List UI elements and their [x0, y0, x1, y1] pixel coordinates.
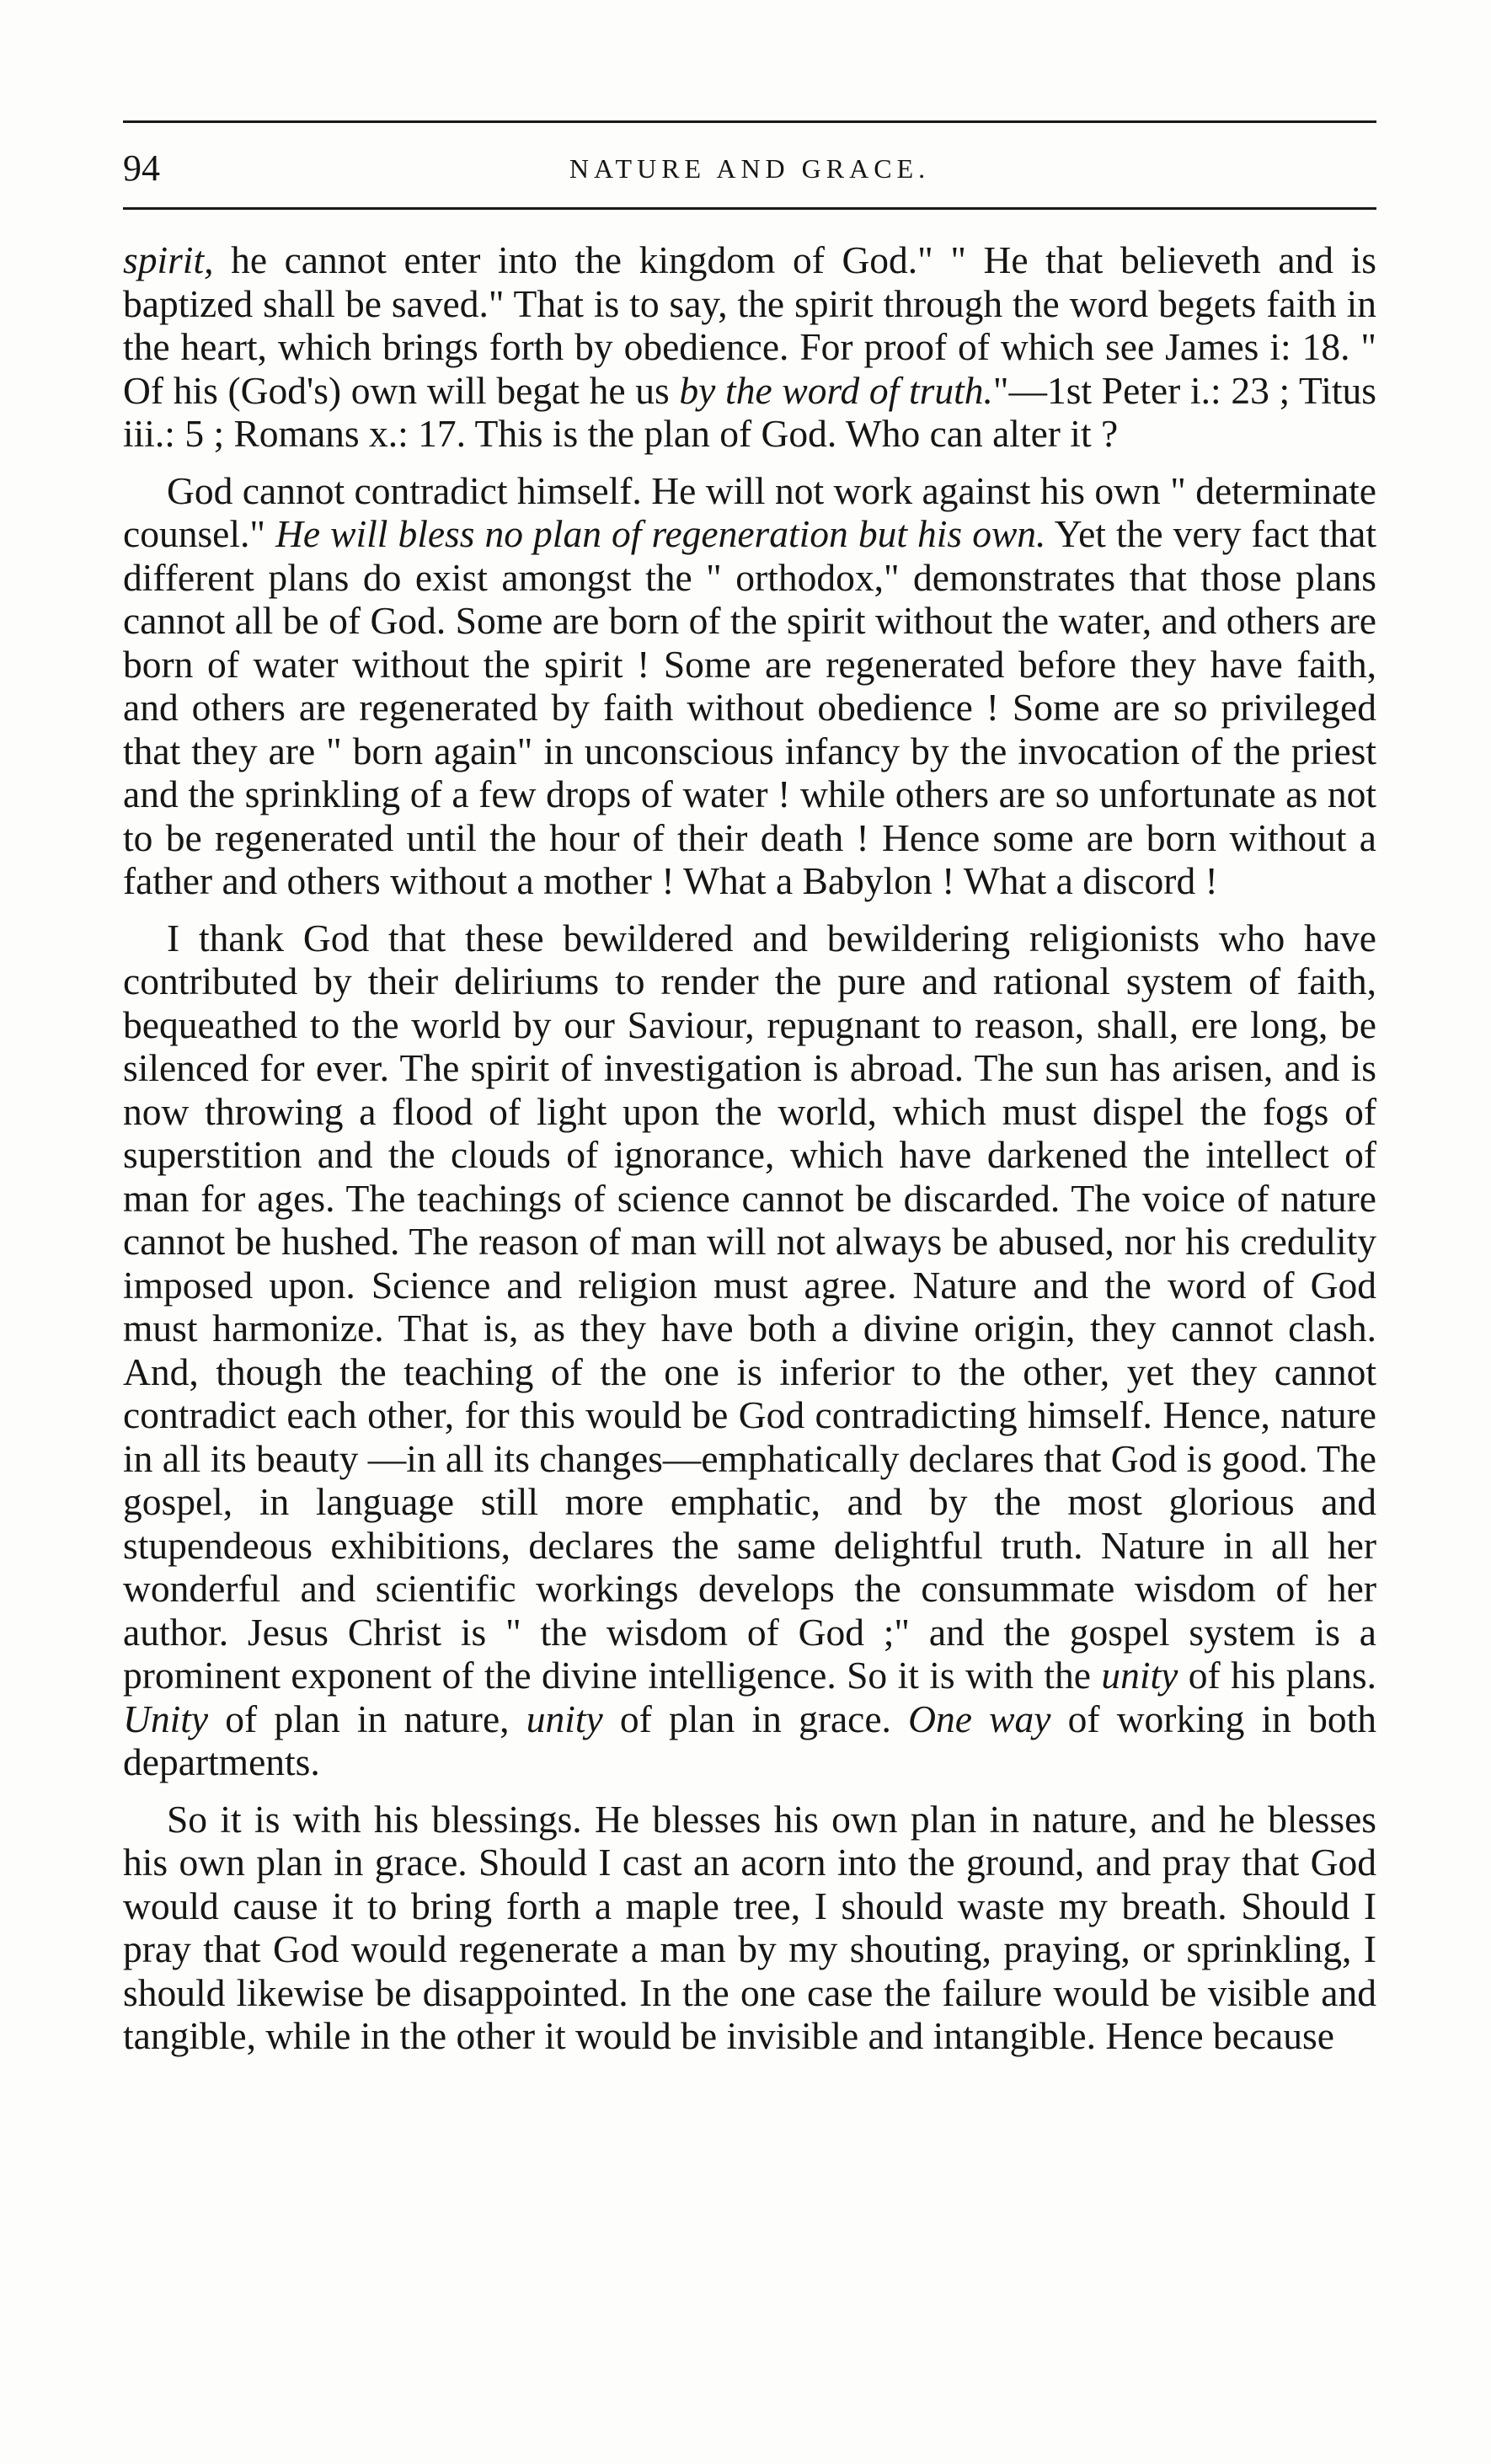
paragraph [123, 1798, 1376, 2058]
text-segment: of plan in nature, [208, 1697, 526, 1740]
italic-text-segment: unity [1101, 1654, 1178, 1697]
paragraph [123, 469, 1376, 903]
italic-text-segment: unity [526, 1697, 603, 1740]
text-segment: of his plans. [1178, 1654, 1377, 1697]
text-segment: of working in both departments. [123, 1697, 1376, 1783]
header-rule-bottom [123, 207, 1376, 210]
page-number: 94 [123, 147, 160, 189]
text-segment: I thank God that these bewildered and bewildering religionists who have contributed by their deliriums to render the pure and rational system of faith, bequeathed to the world by our Saviour, repugnant to reason, shall, ere long, be silenced for ever. The spirit of investigation is abroad. The sun has arisen, and is now throwing a flood of light upon the world, which must dispel the fogs of superstition and the clouds of ignorance, which have darkened the intellect of man for ages. The teachings of science cannot be discarded. The voice of nature cannot be hushed. The reason of man will not always be abused, nor his credulity imposed upon. Science and religion must agree. Nature and the word of God must harmonize. That is, as they have both a divine origin, they cannot clash. And, though the teaching of the one is inferior to the other, yet they cannot contradict each other, for this would be God contradicting himself. Hence, nature in all its beauty —in all its changes—emphatically declares that God is good. The gospel, in language still more emphatic, and by the most glorious and stupendeous exhibitions, declares the same delightful truth. Nature in all her wonderful and scientific workings develops the consummate wisdom of her author. Jesus Christ is " the wisdom of God ;" and the gospel system is a prominent exponent of the divine intelligence. So it is with the [123, 916, 1376, 1697]
italic-text-segment: One way [908, 1697, 1051, 1740]
text-segment: of plan in grace. [602, 1697, 909, 1740]
text-segment: So it is with his blessings. He blesses his own plan in nature, and he blesses his own plan in grace. Should I cast an acorn into the ground, and pray that God would cause it to bring forth a maple tree, I should waste my breath. Should I pray that God would regenerate a man by my shouting, praying, or sprinkling, I should likewise be disappointed. In the one case the failure would be visible and tangible, while in the other it would be invisible and intangible. Hence because [123, 1797, 1376, 2057]
text-segment: he cannot enter into the kingdom of God." " He that believeth and is baptized shall be saved." That is to say, the spirit through the word begets faith in the heart, which brings forth by obedience. For proof of which see James i: 18. " Of his (God's) own will begat he us [123, 238, 1376, 412]
running-head [123, 143, 1376, 194]
italic-text-segment: Unity [123, 1697, 209, 1740]
paragraph [123, 917, 1376, 1784]
italic-text-segment: by the word of truth. [679, 368, 993, 412]
running-title: NATURE AND GRACE. [569, 153, 931, 184]
header-rule-top [123, 120, 1376, 123]
body-text [123, 238, 1376, 2058]
text-segment: "—1st Peter i.: 23 ; Titus iii.: 5 ; Romans x.: 17. This is the plan of God. Who can alter it ? [123, 368, 1376, 455]
text-segment: God cannot contradict himself. He will not work against his own " determinate counsel." [123, 468, 1376, 555]
paragraph [123, 238, 1376, 456]
italic-text-segment: He will bless no plan of regeneration but his own. [275, 512, 1046, 555]
text-segment: Yet the very fact that different plans do exist amongst the " orthodox," demonstrates that those plans cannot all be of God. Some are born of the spirit without the water, and others are born of water without the spirit ! Some are regenerated before they have faith, and others are regenerated by faith without obedience ! Some are so privileged that they are " born again" in unconscious infancy by the invocation of the priest and the sprinkling of a few drops of water ! while others are so unfortunate as not to be regenerated until the hour of their death ! Hence some are born without a father and others without a mother ! What a Babylon ! What a discord ! [123, 512, 1376, 902]
italic-text-segment: spirit, [123, 238, 214, 281]
